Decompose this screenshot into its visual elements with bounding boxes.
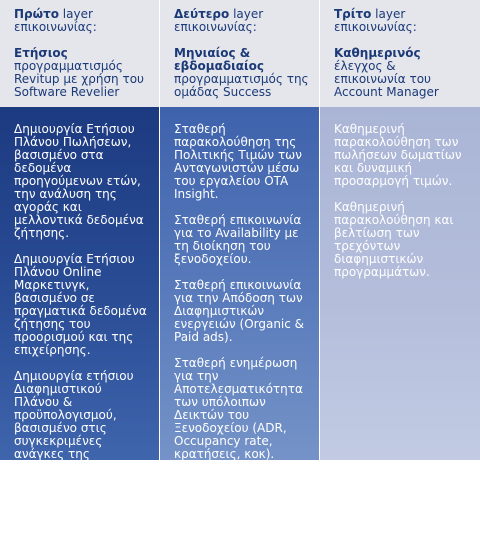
layer-description-2: προγραμματισμός της ομάδας Success bbox=[174, 72, 309, 99]
column-2-paragraph: Μηνιαία Αποστολή Reports όλων των εργαλείων και παρουσίαση σε προγραμματισμένα meetings bbox=[174, 473, 290, 552]
layer-title-3: Καθημερινός bbox=[334, 46, 421, 60]
layer-title-1: Ετήσιος bbox=[14, 46, 68, 60]
column-1-paragraph: Δημιουργία Ετήσιου Πλάνου Πωλήσεων, βασισμένο στα δεδομένα προηγούμενων ετών, την ανάλυση της αγοράς και μελλοντικά δεδομένα ζήτησης. bbox=[14, 122, 144, 240]
layer-description-3: έλεγχος & επικοινωνία του Account Manager bbox=[334, 59, 439, 99]
layer-label-1: Πρώτο layer επικοινωνίας: bbox=[14, 7, 97, 34]
column-3-paragraph: Καθημερινή παρακολούθηση και βελτίωση των τρεχόντων διαφημιστικών προγραμμάτων. bbox=[334, 200, 454, 279]
column-body-1 bbox=[0, 107, 160, 539]
column-header-2 bbox=[160, 0, 320, 107]
column-1-paragraph: Δημιουργία Ετήσιου Πλάνου Online Μαρκετινγκ, βασισμένο σε πραγματικά δεδομένα ζήτησης του προορισμού και της επιχείρησης. bbox=[14, 252, 147, 357]
column-3-paragraph: Καθημερινή παρακολούθηση των πωλήσεων δωματίων και δυναμική προσαρμογή τιμών. bbox=[334, 122, 462, 188]
column-header-1 bbox=[0, 0, 160, 107]
layer-label-2: Δεύτερο layer επικοινωνίας: bbox=[174, 7, 264, 34]
column-body-2 bbox=[160, 107, 320, 552]
layer-label-3: Τρίτο layer επικοινωνίας: bbox=[334, 7, 417, 34]
layer-title-2: Μηνιαίος & εβδομαδιαίος bbox=[174, 46, 265, 73]
column-2-paragraph: Σταθερή επικοινωνία για το Availability με τη διοίκηση του ξενοδοχείου. bbox=[174, 213, 302, 266]
column-2-paragraph: Σταθερή επικοινωνία για την Απόδοση των Διαφημιστικών ενεργειών (Organic & Paid ads). bbox=[174, 278, 305, 344]
column-2-paragraph: Σταθερή παρακολούθηση της Πολιτικής Τιμών των Ανταγωνιστών μέσω του εργαλείου OTA Insight. bbox=[174, 122, 302, 201]
column-header-3 bbox=[320, 0, 480, 107]
column-body-3 bbox=[320, 107, 480, 460]
column-1-paragraph: Δημιουργία ετήσιου Διαφημιστικού Πλάνου & προϋπολογισμού, βασισμένο στις συγκεκριμένες ανάγκες της επιχείρησης και τα κανάλια Google Ads, Facebook Ads και σε διαφημίσεις Tripadvisor και άλλων καναλιών. bbox=[14, 369, 145, 539]
column-2-paragraph: Σταθερή ενημέρωση για την Αποτελεσματικότητα των υπόλοιπων Δεικτών του Ξενοδοχείου (ADR, Occupancy rate, κρατήσεις, κοκ). bbox=[174, 356, 303, 461]
layer-description-1: προγραμματισμός Revitup με χρήση του Software Revelier bbox=[14, 59, 144, 99]
